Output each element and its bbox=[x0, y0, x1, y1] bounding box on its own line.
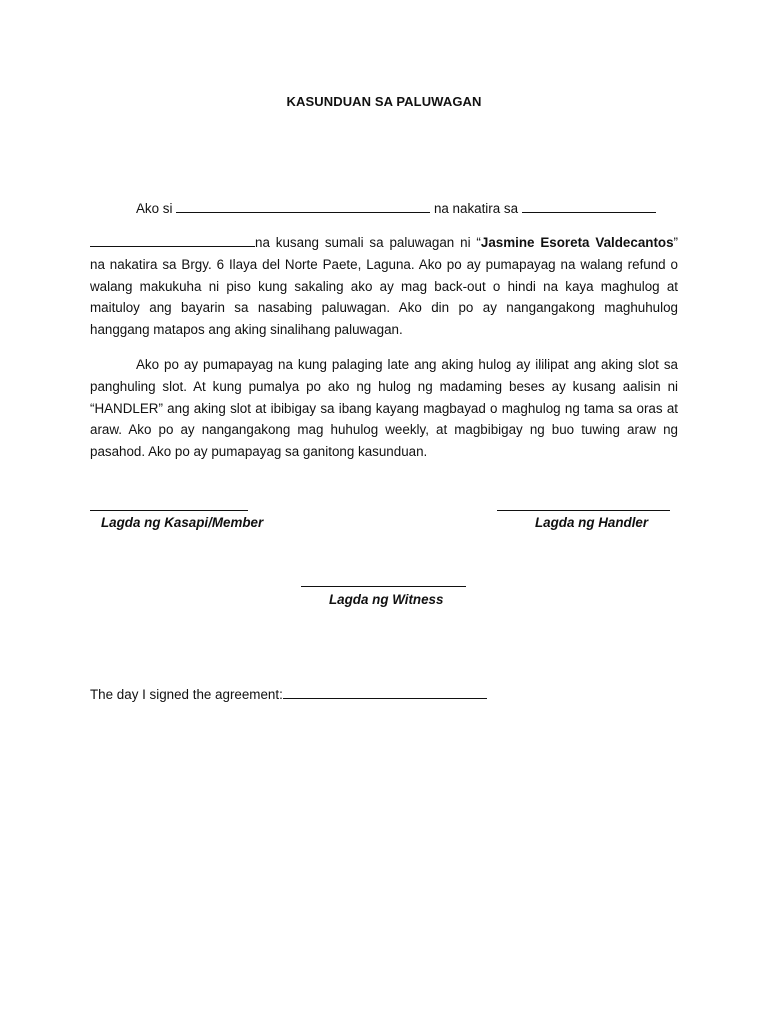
witness-signature-line bbox=[301, 586, 466, 587]
intro-line bbox=[136, 199, 681, 218]
handler-signature-label: Lagda ng Handler bbox=[535, 515, 649, 530]
paragraph-1-text-after-name: ” na nakatira sa Brgy. 6 Ilaya del Norte Paete, Laguna. Ako po ay pumapayag na walang refund o walang makukuha ni piso kung sakaling ako ay mag back-out o hindi na kaya maghulog at maituloy ang bayarin sa nasabing paluwagan. Ako din po ay nangangakong maghuhulog hanggang matapos ang aking sinalihang paluwagan. bbox=[90, 235, 678, 338]
address-continuation-blank bbox=[90, 233, 255, 247]
intro-middle: na nakatira sa bbox=[433, 201, 519, 216]
document-title: KASUNDUAN SA PALUWAGAN bbox=[286, 94, 482, 109]
date-signed-label: The day I signed the agreement: bbox=[90, 687, 283, 702]
intro-prefix: Ako si bbox=[136, 201, 173, 216]
handler-name: Jasmine Esoreta Valdecantos bbox=[480, 235, 674, 250]
date-signed-blank bbox=[283, 685, 487, 699]
paragraph-1 bbox=[90, 232, 678, 341]
handler-signature-line bbox=[497, 510, 670, 511]
paragraph-1-text-before-name: na kusang sumali sa paluwagan ni “ bbox=[255, 235, 481, 250]
paragraph-2: Ako po ay pumapayag na kung palaging late ang aking hulog ay ililipat ang aking slot sa panghuling slot. At kung pumalya po ako ng hulog ng madaming beses ay kusang aalisin ni “HANDLER” ang aking slot at ibibigay sa ibang kayang magbayad o maghulog ng tama sa oras at araw. Ako po ay nangangakong mag huhulog weekly, at magbibigay ng buo tuwing araw ng pasahod. Ako po ay pumapayag sa ganitong kasunduan. bbox=[90, 357, 678, 460]
member-signature-label: Lagda ng Kasapi/Member bbox=[101, 515, 264, 530]
address-blank bbox=[522, 199, 656, 213]
member-signature-line bbox=[90, 510, 248, 511]
witness-signature-label: Lagda ng Witness bbox=[329, 592, 444, 607]
member-name-blank bbox=[176, 199, 430, 213]
date-signed-line bbox=[90, 685, 487, 702]
